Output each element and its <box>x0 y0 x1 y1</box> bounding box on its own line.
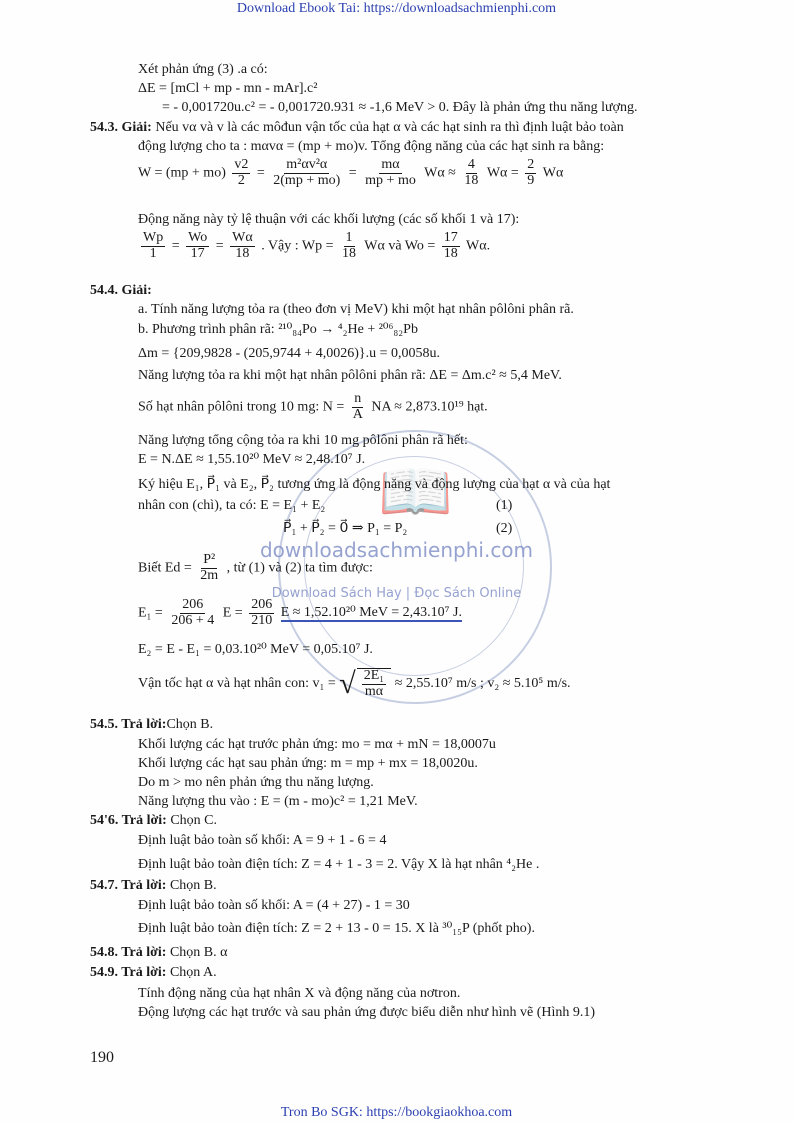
fraction: $\frac{Wo}{17}$ <box>188 230 208 261</box>
fraction: $\frac{\text{P²}}{2m}$ <box>200 552 219 583</box>
problem-54-8: 54.8. Trả lời: Chọn B. α <box>90 945 228 960</box>
text-line: Khối lượng các hạt sau phản ứng: m = mp + mx = 18,0020u. <box>138 756 478 771</box>
fraction: $\frac{4}{18}$ <box>464 157 479 188</box>
text-line: Năng lượng tỏa ra khi một hạt nhân pôlôni phân rã: ΔE = Δm.c² ≈ 5,4 MeV. <box>138 368 562 383</box>
fraction: $\frac{206}{206 + 4}$ <box>171 597 215 628</box>
fraction: $\frac{m\alpha}{mp + mo}$ <box>365 157 416 188</box>
text-line: Định luật bảo toàn điện tích: Z = 2 + 13 - 0 = 15. X là ³⁰₁₅P (phốt pho). <box>138 921 535 936</box>
equation-mass-defect: Δm = {209,9828 - (205,9744 + 4,0026)}.u = 0,0058u. <box>138 346 441 361</box>
equation-momentum: P⃗₁ + P⃗₂ = 0⃗ ⇒ P₁ = P₂ <box>283 521 408 536</box>
equation-kinetic-energy: W = (mp + mo) $\frac{v2}{2}$ = $\frac{\text{m²αv²α}}{2(mp + mo)}$ = $\frac{m\alpha}{mp + mo}$ Wα ≈ $\frac{4}{18}$ Wα = $\frac{2}{9}$ Wα <box>138 157 564 188</box>
equation-decay: b. Phương trình phân rã: ²¹⁰₈₄Po → ⁴₂He + ²⁰⁶₈₂Pb <box>138 322 418 337</box>
text-line: a. Tính năng lượng tỏa ra (theo đơn vị MeV) khi một hạt nhân pôlôni phân rã. <box>138 302 574 317</box>
square-root: √ $\frac{\text{2E₁}}{m\alpha}$ <box>339 668 391 699</box>
problem-54-7: 54.7. Trả lời: Chọn B. <box>90 878 217 893</box>
text-line: Động lượng các hạt trước và sau phản ứng được biểu diễn như hình vẽ (Hình 9.1) <box>138 1005 596 1020</box>
equation-velocity: Vận tốc hạt α và hạt nhân con: v₁ = √ $\frac{\text{2E₁}}{m\alpha}$ ≈ 2,55.10⁷ m/s ; v₂ ≈ 5.10⁵ m/s. <box>138 666 571 700</box>
text-line: nhân con (chì), ta có: E = E₁ + E₂ <box>138 498 326 513</box>
text-line: = - 0,001720u.c² = - 0,001720.931 ≈ -1,6 MeV > 0. Đây là phản ứng thu năng lượng. <box>162 100 638 115</box>
equation-total-energy: E = N.ΔE ≈ 1,55.10²⁰ MeV ≈ 2,48.10⁷ J. <box>138 452 366 467</box>
fraction: $\frac{1}{18}$ <box>342 230 357 261</box>
fraction: $\frac{Wp}{1}$ <box>143 230 164 261</box>
text-line: động lượng cho ta : mαvα = (mp + mo)v. Tổng động năng của các hạt sinh ra bằng: <box>138 139 605 154</box>
text-line: Định luật bảo toàn điện tích: Z = 4 + 1 - 3 = 2. Vậy X là hạt nhân ⁴₂He . <box>138 857 540 872</box>
book-icon: 📖 <box>378 457 453 527</box>
problem-54-5: 54.5. Trả lời:Chọn B. <box>90 717 214 732</box>
fraction: $\frac{206}{210}$ <box>251 597 273 628</box>
watermark-site: downloadsachmienphi.com <box>259 538 534 562</box>
page-number: 190 <box>90 1049 114 1066</box>
equation-number: (1) <box>496 498 513 513</box>
problem-54-9: 54.9. Trả lời: Chọn A. <box>90 965 217 980</box>
text-line: Động năng này tỷ lệ thuận với các khối lượng (các số khối 1 và 17): <box>138 212 520 227</box>
text-line: Do m > mo nên phản ứng thu năng lượng. <box>138 775 374 790</box>
problem-label: 54.4. Giải: <box>90 283 152 298</box>
footer-sgk-link[interactable]: Tron Bo SGK: https://bookgiaokhoa.com <box>280 1105 513 1120</box>
equation-e1: E₁ = $\frac{206}{206 + 4}$ E = $\frac{206}{210}$ E ≈ 1,52.10²⁰ MeV = 2,43.10⁷ J. <box>138 597 462 628</box>
watermark-tagline: Download Sách Hay | Đọc Sách Online <box>271 586 522 601</box>
equation-e2: E₂ = E - E₁ = 0,03.10²⁰ MeV = 0,05.10⁷ J. <box>138 642 373 657</box>
text-line: Khối lượng các hạt trước phản ứng: mo = mα + mN = 18,0007u <box>138 737 496 752</box>
fraction: $\frac{v2}{2}$ <box>234 157 249 188</box>
text-line: Định luật bảo toàn số khối: A = 9 + 1 - 6 = 4 <box>138 833 387 848</box>
equation-nuclei-count: Số hạt nhân pôlôni trong 10 mg: N = $\frac{n}{A}$ NA ≈ 2,873.10¹⁹ hạt. <box>138 391 488 422</box>
text-line: Xét phản ứng (3) .a có: <box>138 62 268 77</box>
fraction: $\frac{2}{9}$ <box>527 157 535 188</box>
fraction: $\frac{17}{18}$ <box>443 230 458 261</box>
text-line: Năng lượng tổng cộng tỏa ra khi 10 mg pôlôni phân rã hết: <box>138 433 468 448</box>
header-download-link[interactable]: Download Ebook Tai: https://downloadsachmienphi.com <box>236 1 557 16</box>
fraction: $\frac{n}{A}$ <box>352 391 363 422</box>
equation-line: ΔE = [mCl + mp - mn - mAr].c² <box>138 81 318 96</box>
text-line: Năng lượng thu vào : E = (m - mo)c² = 1,21 MeV. <box>138 794 418 809</box>
text-line: Ký hiệu E₁, P⃗₁ và E₂, P⃗₂ tương ứng là động năng và động lượng của hạt α và của hạt <box>138 477 611 492</box>
text-line: Nếu vα và v là các môđun vận tốc của hạt α và các hạt sinh ra thì định luật bảo toàn <box>155 120 624 135</box>
fraction: $\frac{W\alpha}{18}$ <box>232 230 253 261</box>
equation-kinetic-formula: Biết Ed = $\frac{\text{P²}}{2m}$ , từ (1) và (2) ta tìm được: <box>138 552 373 583</box>
fraction: $\frac{\text{m²αv²α}}{2(mp + mo)}$ <box>273 157 341 188</box>
text-line: Tính động năng của hạt nhân X và động năng của nơtron. <box>138 986 461 1001</box>
equation-number: (2) <box>496 521 513 536</box>
problem-54-6: 54'6. Trả lời: Chọn C. <box>90 813 218 828</box>
problem-54-3 <box>90 119 624 137</box>
equation-ratio: $\frac{Wp}{1}$ = $\frac{Wo}{17}$ = $\frac{W\alpha}{18}$ . Vậy : Wp = $\frac{1}{18}$ Wα và Wo = $\frac{17}{18}$ Wα. <box>143 230 491 261</box>
problem-label: 54.3. Giải: <box>90 120 152 135</box>
text-line: Định luật bảo toàn số khối: A = (4 + 27) - 1 = 30 <box>138 898 410 913</box>
